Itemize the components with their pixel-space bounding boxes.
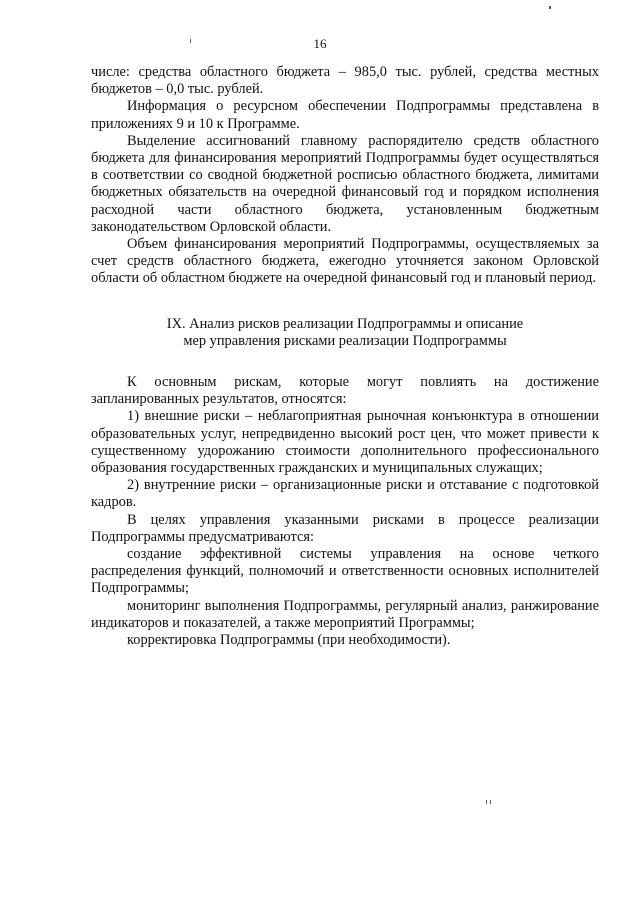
paragraph: В целях управления указанными рисками в процессе реализации Подпрограммы предусматриваются: bbox=[91, 511, 599, 545]
paragraph-group-bottom bbox=[91, 374, 599, 649]
paragraph: мониторинг выполнения Подпрограммы, регулярный анализ, ранжирование индикаторов и показателей, а также мероприятий Программы; bbox=[91, 597, 599, 631]
page-number: 16 bbox=[313, 36, 327, 51]
paragraph: Объем финансирования мероприятий Подпрограммы, осуществляемых за счет средств областного бюджета, ежегодно уточняется законом Орловской области об областном бюджете на очередной финансовый год и плановый период. bbox=[91, 236, 599, 287]
scan-speck bbox=[190, 39, 191, 43]
paragraph: числе: средства областного бюджета – 985,0 тыс. рублей, средства местных бюджетов – 0,0 тыс. рублей. bbox=[91, 64, 599, 98]
paragraph: Информация о ресурсном обеспечении Подпрограммы представлена в приложениях 9 и 10 к Программе. bbox=[91, 98, 599, 132]
paragraph: Выделение ассигнований главному распорядителю средств областного бюджета для финансирования мероприятий Подпрограммы будет осуществляться в соответствии со сводной бюджетной росписью областного бюджета, лимитами бюджетных обязательств на очередной финансовый год и порядком исполнения расходной части областного бюджета, установленным бюджетным законодательством Орловской области. bbox=[91, 132, 599, 235]
paragraph: создание эффективной системы управления на основе четкого распределения функций, полномочий и ответственности основных исполнителей Подпрограммы; bbox=[91, 546, 599, 597]
section-heading bbox=[91, 316, 599, 350]
paragraph-group-top bbox=[91, 64, 599, 288]
paragraph: 2) внутренние риски – организационные риски и отставание с подготовкой кадров. bbox=[91, 477, 599, 511]
paragraph: корректировка Подпрограммы (при необходимости). bbox=[127, 632, 451, 649]
document-body bbox=[91, 64, 599, 649]
scan-speck bbox=[486, 800, 487, 804]
paragraph: К основным рискам, которые могут повлиять на достижение запланированных результатов, относятся: bbox=[91, 374, 599, 408]
section-heading-line-1: IX. Анализ рисков реализации Подпрограммы и описание bbox=[166, 315, 524, 332]
paragraph: 1) внешние риски – неблагоприятная рыночная конъюнктура в отношении образовательных услуг, непредвиденно высокий рост цен, что может привести к существенному удорожанию стоимости дополнительного профессионального образования государственных гражданских и муниципальных служащих; bbox=[91, 408, 599, 477]
section-heading-line-2: мер управления рисками реализации Подпрограммы bbox=[183, 332, 507, 349]
scan-speck bbox=[549, 6, 551, 9]
scan-speck bbox=[490, 800, 491, 804]
